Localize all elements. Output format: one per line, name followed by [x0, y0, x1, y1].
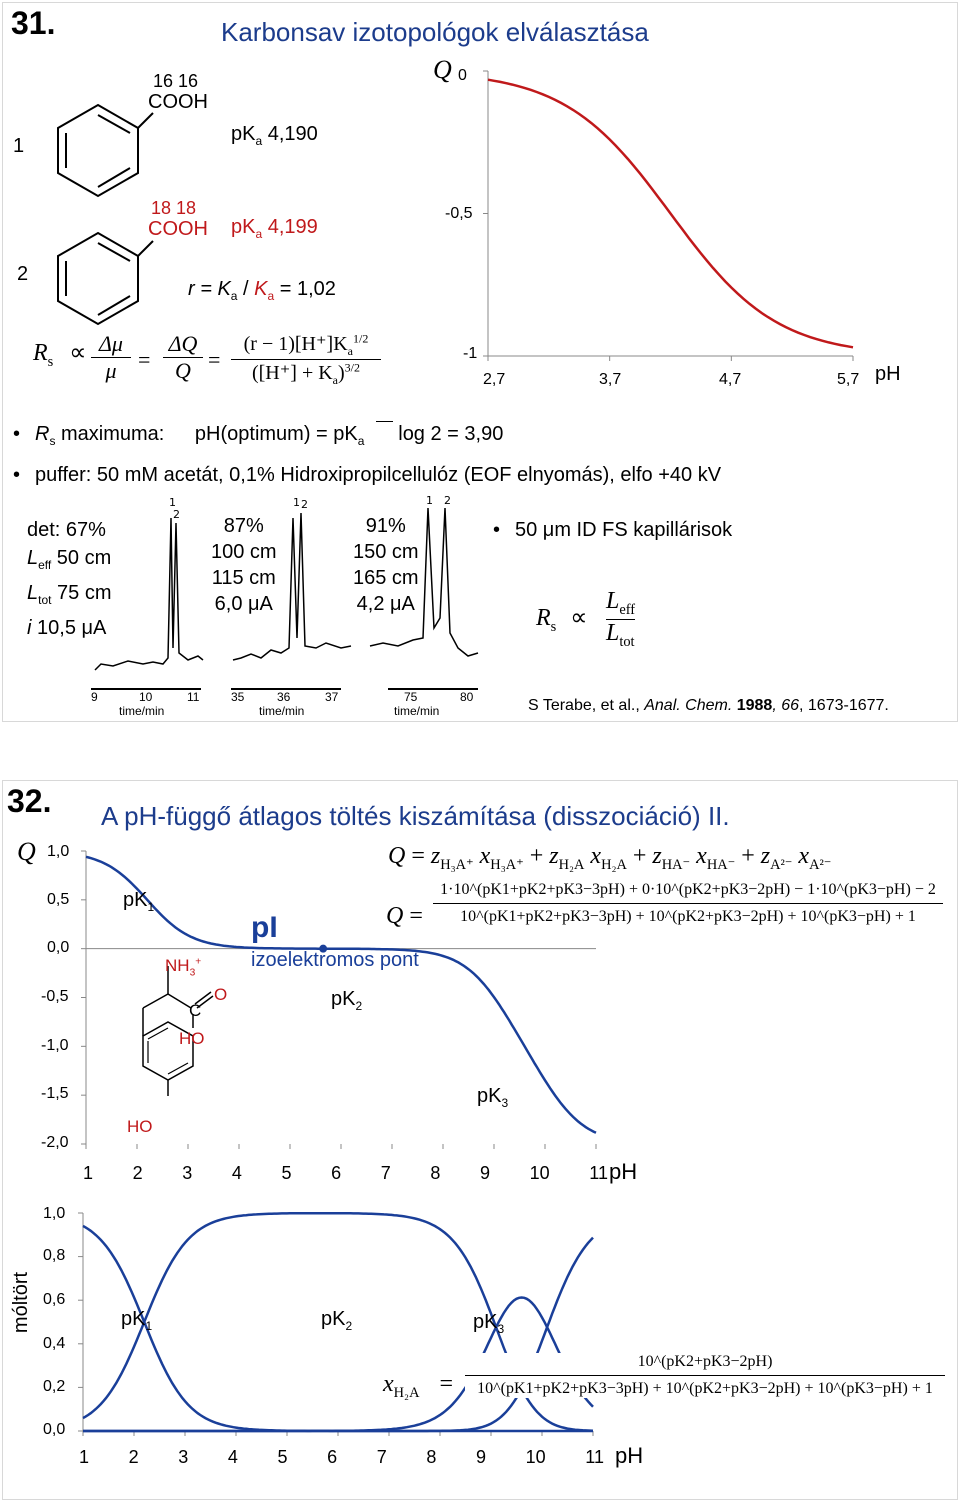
pk3-label: $pK_3$: [477, 1085, 509, 1110]
rs-l-formula: $R_s$ ∝: [536, 605, 588, 635]
compound-2-group: COOH: [148, 218, 208, 240]
peak-label-1: 1: [169, 496, 176, 509]
params-col-2: 87% 100 cm 115 cm 6,0 μA: [211, 515, 277, 615]
compound-2-isotope: 18 18: [151, 198, 197, 218]
slide-title: A pH-függő átlagos töltés kiszámítása (disszociáció) II.: [101, 801, 730, 831]
ratio-equation: $r = K_a / K_a = 1,02$: [188, 278, 336, 303]
det-params: det: 67% $L_{eff}$ 50 cm $L_{tot}$ 75 cm i 10,5 μA: [27, 519, 112, 639]
electropherogram-3: [368, 494, 478, 668]
pk1-label: $pK_1$: [123, 889, 155, 914]
l-fraction: $L_{eff}$ $L_{tot}$: [606, 588, 636, 650]
compound-2-index: 2: [17, 263, 29, 285]
compound-1-isotope: 16 16: [153, 71, 199, 91]
charge-curve-chart: [488, 71, 853, 356]
bullet-capillary: • 50 μm ID FS kapillárisok: [515, 519, 732, 542]
time-axis-3: 75 80 time/min: [388, 688, 478, 690]
b-y-tick-0.4: 0,4: [43, 1335, 66, 1352]
slide-title: Karbonsav izotopológok elválasztása: [221, 17, 649, 47]
y-tick-0.0: 0,0: [47, 939, 70, 956]
b-pk2-label: $pK_2$: [321, 1308, 353, 1333]
x-axis-unit: pH: [875, 363, 901, 385]
bottom-x-ticks: 1 2 3 4 5 6 7 8 9 10 11: [79, 1447, 604, 1467]
electropherogram-1: [93, 498, 203, 668]
x-tick-5.7: 5,7: [837, 371, 860, 388]
compound-1-pka: $pK_a$ 4,190: [231, 123, 318, 148]
bullet-rs-max: • $R_s$ maximuma: pH(optimum) = $pK_a$ log 2 = 3,90: [35, 423, 503, 448]
peak-label-1: 1: [293, 496, 300, 509]
frac-dmu: Δμ μ: [91, 331, 131, 384]
compound-1-index: 1: [13, 135, 25, 157]
x-tick-3.7: 3,7: [599, 371, 622, 388]
benzene-ring-1: [43, 93, 153, 203]
bullet-buffer: • puffer: 50 mM acetát, 0,1% Hidroxipropilcellulóz (EOF elnyomás), elfo +40 kV: [35, 464, 721, 487]
b-pk1-label: $pK_1$: [121, 1308, 153, 1333]
top-x-unit: pH: [609, 1159, 638, 1184]
charge-sum-equation: $Q = z_{H_3A^+}$ $x_{H_3A^+} + z_{H_2A}$ $x_{H_2A} + z_{HA^-}$ $x_{HA^-} + z_{A^{2-}}$ $x_{A^{2-}}$: [388, 843, 832, 873]
slide-32: [2, 780, 958, 1500]
b-y-tick-0.8: 0,8: [43, 1247, 66, 1264]
mole-fraction-label: móltört: [10, 1271, 33, 1334]
y-tick-1.0: 1,0: [47, 843, 70, 860]
time-axis-1: 9 10 11 time/min: [91, 690, 200, 718]
eq-sign-1: =: [138, 347, 151, 372]
ho-acid-label: HO: [179, 1029, 205, 1048]
c-label: C: [189, 1001, 202, 1020]
pi-label: pI: [251, 911, 278, 944]
frac-main: $(r - 1)[H^+]K_a^{1/2}$ $([H^+] + K_a)^{3/2}$: [231, 331, 381, 388]
charge-frac-lhs: Q =: [386, 903, 423, 929]
nh3-label: $NH_3^+$: [165, 956, 202, 979]
y-tick-neg0.5: -0,5: [41, 988, 69, 1005]
o-label: O: [214, 985, 228, 1004]
compound-2-pka: $pK_a$ 4,199: [231, 216, 318, 241]
b-y-tick-0.6: 0,6: [43, 1291, 66, 1308]
eq-sign-2: =: [208, 347, 221, 372]
compound-1-group: COOH: [148, 91, 208, 113]
peak-label-2: 2: [173, 508, 180, 521]
top-x-ticks: 1 2 3 4 5 6 7 8 9 10 11: [83, 1163, 608, 1183]
b-y-tick-0.2: 0,2: [43, 1378, 66, 1395]
y-tick-neg2.0: -2,0: [41, 1134, 69, 1151]
ho-phenol-label: HO: [127, 1117, 153, 1136]
x-tick-2.7: 2,7: [483, 371, 506, 388]
y-tick-neg1.5: -1,5: [41, 1085, 69, 1102]
charge-curve: [488, 80, 853, 348]
frac-dq: ΔQ Q: [163, 331, 203, 384]
time-axis-2: 35 36 37 time/min: [231, 688, 341, 690]
bottom-x-unit: pH: [615, 1443, 644, 1468]
slide-31: [2, 2, 958, 722]
tyrosine-structure: [103, 946, 243, 1166]
q-axis-label: Q: [433, 55, 452, 84]
y-tick-neg1: -1: [463, 345, 478, 362]
benzene-ring-2: [43, 221, 153, 331]
params-col-3: 91% 150 cm 165 cm 4,2 μA: [353, 515, 419, 615]
x-tick-4.7: 4,7: [719, 371, 742, 388]
slide-number: 32.: [7, 783, 52, 819]
citation: S Terabe, et al., Anal. Chem. 1988, 66, 1673-1677.: [528, 697, 889, 714]
peak-label-1: 1: [426, 494, 433, 507]
charge-fraction: 1·10^(pK1+pK2+pK3−3pH) + 0·10^(pK2+pK3−2pH) − 1·10^(pK3−pH) − 2 10^(pK1+pK2+pK3−3pH) + 10^(pK2+pK3−2pH) + 10^(pK3−pH) + 1: [433, 881, 943, 926]
peak-label-2: 2: [301, 498, 308, 511]
series-a: [83, 1238, 593, 1431]
pk2-label: $pK_2$: [331, 988, 363, 1013]
slide-number: 31.: [11, 5, 56, 41]
b-y-tick-1.0: 1,0: [43, 1205, 66, 1222]
resolution-formula: $R_s$ ∝: [33, 340, 87, 370]
q-axis-label: Q: [17, 837, 36, 866]
b-pk3-label: $pK_3$: [473, 1311, 505, 1336]
y-tick-0.5: 0,5: [47, 891, 70, 908]
y-tick-neg05: -0,5: [445, 205, 473, 222]
y-tick-0: 0: [458, 67, 467, 84]
peak-label-2: 2: [444, 494, 451, 507]
electropherogram-2: [231, 498, 351, 668]
xh2a-lhs: $x_{H_2A}$ =: [383, 1371, 454, 1401]
xh2a-fraction: 10^(pK2+pK3−2pH) 10^(pK1+pK2+pK3−3pH) + 10^(pK2+pK3−2pH) + 10^(pK3−pH) + 1: [465, 1353, 945, 1398]
b-y-tick-0.0: 0,0: [43, 1421, 66, 1438]
y-tick-neg1.0: -1,0: [41, 1037, 69, 1054]
pi-caption: izoelektromos pont: [251, 949, 419, 971]
